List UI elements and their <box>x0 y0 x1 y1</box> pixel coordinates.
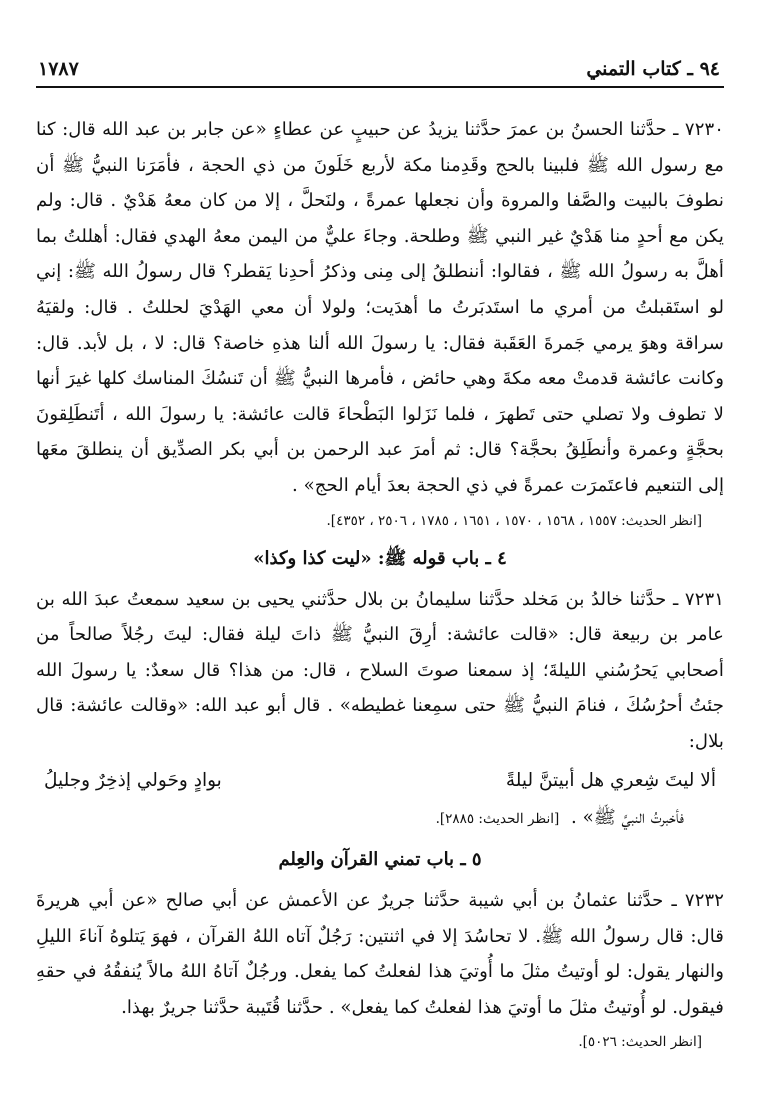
book-title: ٩٤ ـ كتاب التمني <box>586 58 720 80</box>
hadith-7231-ending <box>36 800 724 836</box>
chapter-4-heading: ٤ ـ باب قوله ﷺ: «ليت كذا وكذا» <box>253 547 507 569</box>
hadith-7230: ٧٢٣٠ ـ حدَّثنا الحسنُ بن عمرَ حدَّثنا يزيدُ عن حبيبٍ عن عطاءٍ «عن جابر بن عبد الله قال: كنا مع رسول الله ﷺ فلبينا بالحج وقَدِمنا مكة لأربع خَلَونَ من ذي الحجة ، فأمَرَنا النبيُّ ﷺ أن نطوفَ بالبيت والصَّفا والمروة وأن نجعلها عمرةً ، ولنَحلَّ ، إلا من كان معهُ هَدْيٌ . قال: ولم يكن مع أحدٍ منا هَدْيٌ غير النبي ﷺ وطلحة. وجاءَ عليٌّ من اليمن معهُ الهدي فقال: أهللتُ بما أهلَّ به رسولُ الله ﷺ ، فقالوا: أننطلقُ إلى مِنى وذكرُ أحدِنا يَقطر؟ قال رسولُ الله ﷺ: إني لو استَقبلتُ من أمري ما استَدبَرتُ ما أهدَيت؛ ولولا أن معي الهَدْيَ لحللتُ . قال: ولقيَهُ سراقة وهوَ يرمي جَمرةَ العَقَبة فقال: يا رسولَ الله ألنا هذهِ خاصة؟ قال: لا ، بل لأبد. قال: وكانت عائشة قدمتْ معه مكةَ وهي حائض ، فأمرها النبيُّ ﷺ أن تَنسُكَ المناسك كلها غيرَ أنها لا تطوف ولا تصلي حتى تَطهرَ ، فلما نَزَلوا البَطْحاءَ قالت عائشة: يا رسولَ الله ، أتَنطَلِقونَ بحجَّةٍ وعمرة وأنطَلِقُ بحجَّة؟ قال: ثم أمرَ عبد الرحمن بن أبي بكر الصدِّيق أن ينطلقَ معَها إلى التنعيم فاعتَمرَت عمرةً في ذي الحجة بعدَ أيام الحج» . <box>36 119 724 496</box>
page-number: ١٧٨٧ <box>38 58 79 80</box>
hadith-7231-reference: [انظر الحديث: ٢٨٨٥]. <box>435 810 560 827</box>
poem-verse <box>44 762 716 800</box>
hadith-7232-reference: [انظر الحديث: ٥٠٢٦]. <box>578 1034 702 1051</box>
running-header <box>36 50 724 88</box>
page-body <box>36 112 724 1055</box>
hadith-7231-after: فأخبرتُ النبيَّ ﷺ» . <box>571 806 684 828</box>
chapter-5-heading: ٥ ـ باب تمني القرآن والعِلم <box>278 849 482 871</box>
page <box>36 50 724 1061</box>
poem-first-hemistich: ألا ليتَ شِعري هل أبيتنَّ ليلةً <box>505 769 716 791</box>
hadith-7232: ٧٢٣٢ ـ حدَّثنا عثمانُ بن أبي شيبة حدَّثنا جريرٌ عن الأعمش عن أبي صالح «عن أبي هريرةَ قال: قال رسولُ الله ﷺ. لا تحاسُدَ إلا في اثنتين: رَجُلٌ آتاه اللهُ القرآن ، فهوَ يَتلوهُ آناءَ الليلِ والنهار يقول: لو أوتيتُ مثلَ ما أُوتيَ هذا لفعلتُ كما يفعل. ورجُلٌ آتاهُ اللهُ مالاً يُنفقُهُ في حقهِ فيقول. لو أُوتيتُ مثلَ ما أوتيَ هذا لفعلتُ كما يفعل» . حدَّثنا قُتَيبة حدَّثنا جريرٌ بهذا. <box>36 890 724 1018</box>
hadith-7231: ٧٢٣١ ـ حدَّثنا خالدُ بن مَخلد حدَّثنا سليمانُ بن بلال حدَّثني يحيى بن سعيد سمعتُ عبدَ الله بن عامر بن ربيعة قال: «قالت عائشة: أرِقَ النبيُّ ﷺ ذاتَ ليلة فقال: ليتَ رجُلاً صالحاً من أصحابي يَحرُسُني الليلةَ؛ إذ سمعنا صوتَ السلاح ، قال: من هذا؟ قال سعدٌ: يا رسولَ الله جئتُ أحرُسُكَ ، فنامَ النبيُّ ﷺ حتى سمِعنا غطيطه» . قال أبو عبد الله: «وقالت عائشة: قال بلال: <box>36 588 724 752</box>
poem-second-hemistich: بوادٍ وحَولي إذخِرٌ وجليلُ <box>44 769 222 791</box>
hadith-7230-reference: [انظر الحديث: ١٥٥٧ ، ١٥٦٨ ، ١٥٧٠ ، ١٦٥١ ، ١٧٨٥ ، ٢٥٠٦ ، ٤٣٥٢]. <box>326 512 702 529</box>
